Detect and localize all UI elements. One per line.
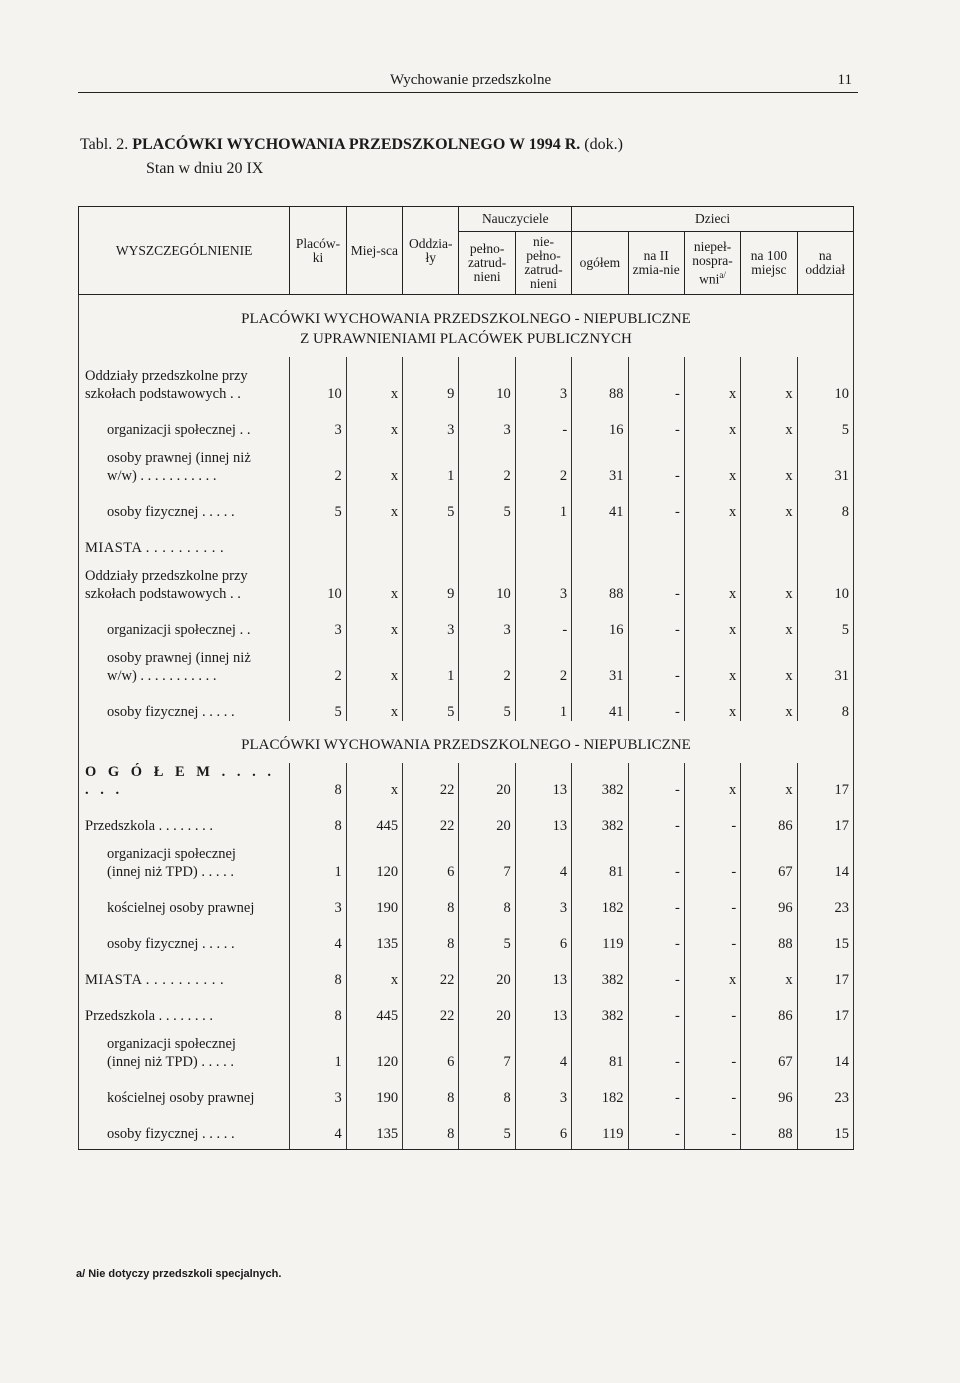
section-heading-line: PLACÓWKI WYCHOWANIA PRZEDSZKOLNEGO - NIEPUBLICZNE xyxy=(241,311,691,327)
row-label xyxy=(79,439,290,485)
table-cell: - xyxy=(628,485,684,521)
table-row xyxy=(79,639,854,685)
header-placowki: Placów-ki xyxy=(290,207,346,295)
table-row xyxy=(79,357,854,403)
row-label xyxy=(79,835,290,881)
row-label xyxy=(79,1107,290,1150)
table-cell: - xyxy=(628,403,684,439)
table-cell: 4 xyxy=(290,917,346,953)
table-cell: x xyxy=(741,403,797,439)
table-row xyxy=(79,881,854,917)
table-cell: - xyxy=(628,917,684,953)
table-cell: 4 xyxy=(290,1107,346,1150)
table-cell: 8 xyxy=(290,763,346,799)
header-niepelnozatrudnieni: nie-pełno-zatrud-nieni xyxy=(515,232,571,295)
table-cell: 23 xyxy=(797,881,853,917)
table-row xyxy=(79,1071,854,1107)
table-cell: x xyxy=(346,485,402,521)
table-cell: 5 xyxy=(459,917,515,953)
table-cell: 10 xyxy=(290,557,346,603)
row-label-line: szkołach podstawowych . . xyxy=(85,386,241,402)
table-cell: 6 xyxy=(403,835,459,881)
table-cell: 31 xyxy=(797,639,853,685)
row-label xyxy=(79,485,290,521)
table-cell: - xyxy=(684,1071,740,1107)
table-cell: 8 xyxy=(797,685,853,721)
table-cell: x xyxy=(346,639,402,685)
row-label xyxy=(79,799,290,835)
table-cell: 4 xyxy=(515,1025,571,1071)
row-label-line: Oddziały przedszkolne przy xyxy=(85,568,248,584)
table-cell: 8 xyxy=(290,953,346,989)
table-cell xyxy=(684,521,740,557)
section-heading-line: Z UPRAWNIENIAMI PLACÓWEK PUBLICZNYCH xyxy=(300,331,632,347)
table-cell: 22 xyxy=(403,989,459,1025)
table-cell: 135 xyxy=(346,1107,402,1150)
table-cell: 2 xyxy=(515,439,571,485)
header-oddzialy: Oddzia-ły xyxy=(403,207,459,295)
section-heading-line: PLACÓWKI WYCHOWANIA PRZEDSZKOLNEGO - NIEPUBLICZNE xyxy=(241,737,691,753)
row-label-line: osoby fizycznej . . . . . xyxy=(107,504,235,520)
table-cell: 8 xyxy=(290,989,346,1025)
table-cell: - xyxy=(684,1107,740,1150)
table-cell: 445 xyxy=(346,799,402,835)
header-miejsca: Miej-sca xyxy=(346,207,402,295)
table-cell: 9 xyxy=(403,557,459,603)
row-label xyxy=(79,881,290,917)
table-cell: 382 xyxy=(572,799,628,835)
row-label-line: organizacji społecznej xyxy=(107,1036,236,1052)
table-cell: 23 xyxy=(797,1071,853,1107)
row-label xyxy=(79,917,290,953)
table-cell: x xyxy=(346,685,402,721)
table-cell: 10 xyxy=(797,357,853,403)
table-continued: (dok.) xyxy=(580,136,623,153)
row-label-line: (innej niż TPD) . . . . . xyxy=(107,864,234,880)
table-row xyxy=(79,557,854,603)
table-cell: - xyxy=(628,763,684,799)
table-cell: 67 xyxy=(741,1025,797,1071)
table-cell: 3 xyxy=(459,403,515,439)
table-cell: 6 xyxy=(403,1025,459,1071)
table-cell: - xyxy=(684,917,740,953)
table-row xyxy=(79,835,854,881)
table-cell: 1 xyxy=(515,685,571,721)
table-cell: - xyxy=(628,835,684,881)
table-cell: x xyxy=(741,485,797,521)
row-label xyxy=(79,357,290,403)
table-row xyxy=(79,485,854,521)
table-cell: 5 xyxy=(459,1107,515,1150)
row-label-line: organizacji społecznej . . xyxy=(107,422,251,438)
header-stub: WYSZCZEGÓLNIENIE xyxy=(79,207,290,295)
table-cell: 20 xyxy=(459,953,515,989)
row-label-line: (innej niż TPD) . . . . . xyxy=(107,1054,234,1070)
table-cell: 96 xyxy=(741,881,797,917)
table-cell: x xyxy=(684,357,740,403)
table-row xyxy=(79,763,854,799)
table-cell: 10 xyxy=(459,557,515,603)
table-cell: 8 xyxy=(797,485,853,521)
table-cell: 1 xyxy=(515,485,571,521)
table-cell: 1 xyxy=(290,835,346,881)
table-number: Tabl. 2. xyxy=(80,136,133,153)
table-cell: 5 xyxy=(403,485,459,521)
table-row xyxy=(79,521,854,557)
table-cell: - xyxy=(628,953,684,989)
table-cell xyxy=(290,521,346,557)
table-cell: 14 xyxy=(797,835,853,881)
row-label xyxy=(79,403,290,439)
table-cell: - xyxy=(684,799,740,835)
table-cell: 81 xyxy=(572,835,628,881)
table-cell: 382 xyxy=(572,989,628,1025)
table-cell: 3 xyxy=(515,557,571,603)
row-label-line: MIASTA . . . . . . . . . . xyxy=(85,540,225,556)
table-cell: x xyxy=(346,403,402,439)
table-cell: 3 xyxy=(290,603,346,639)
table-cell xyxy=(797,521,853,557)
table-cell: 96 xyxy=(741,1071,797,1107)
table-cell: x xyxy=(684,557,740,603)
table-cell: - xyxy=(628,1071,684,1107)
table-cell: 3 xyxy=(459,603,515,639)
table-cell: - xyxy=(628,685,684,721)
table-cell: 2 xyxy=(515,639,571,685)
table-cell: 17 xyxy=(797,953,853,989)
table-cell: 14 xyxy=(797,1025,853,1071)
table-row xyxy=(79,799,854,835)
table-cell: - xyxy=(628,799,684,835)
table-cell xyxy=(572,521,628,557)
table-cell: 5 xyxy=(797,403,853,439)
row-label xyxy=(79,557,290,603)
section-heading-row xyxy=(79,295,854,358)
table-cell: 182 xyxy=(572,881,628,917)
table-cell: 445 xyxy=(346,989,402,1025)
table-cell: 2 xyxy=(290,439,346,485)
table-cell: 20 xyxy=(459,763,515,799)
table-cell: 17 xyxy=(797,763,853,799)
header-na-100-miejsc: na 100 miejsc xyxy=(741,232,797,295)
table-cell: 3 xyxy=(515,881,571,917)
table-cell: 88 xyxy=(741,1107,797,1150)
header-na-oddzial: na oddział xyxy=(797,232,853,295)
table-cell xyxy=(515,521,571,557)
table-cell: 8 xyxy=(403,881,459,917)
table-cell: 20 xyxy=(459,799,515,835)
table-cell: 6 xyxy=(515,1107,571,1150)
row-label xyxy=(79,1071,290,1107)
table-cell: 16 xyxy=(572,603,628,639)
table-cell: 8 xyxy=(403,1107,459,1150)
table-cell: 382 xyxy=(572,953,628,989)
table-cell: 3 xyxy=(403,603,459,639)
table-row xyxy=(79,685,854,721)
table-cell: x xyxy=(741,357,797,403)
table-cell: 22 xyxy=(403,953,459,989)
row-label xyxy=(79,521,290,557)
table-cell: 8 xyxy=(403,917,459,953)
table-cell: 7 xyxy=(459,835,515,881)
table-cell: x xyxy=(346,603,402,639)
table-cell: - xyxy=(628,989,684,1025)
section-heading-row xyxy=(79,721,854,763)
table-cell: x xyxy=(684,763,740,799)
table-cell: x xyxy=(741,603,797,639)
table-cell: 135 xyxy=(346,917,402,953)
table-cell: x xyxy=(741,557,797,603)
section-heading xyxy=(79,295,854,358)
table-cell: 88 xyxy=(572,357,628,403)
row-label xyxy=(79,603,290,639)
table-cell: 190 xyxy=(346,1071,402,1107)
row-label xyxy=(79,1025,290,1071)
table-row xyxy=(79,989,854,1025)
table-cell: x xyxy=(684,485,740,521)
table-cell: - xyxy=(628,439,684,485)
table-cell xyxy=(346,521,402,557)
table-cell: x xyxy=(684,639,740,685)
table-cell: x xyxy=(741,685,797,721)
row-label-line: w/w) . . . . . . . . . . . xyxy=(107,668,217,684)
row-label-line: w/w) . . . . . . . . . . . xyxy=(107,468,217,484)
table-cell: 15 xyxy=(797,917,853,953)
table-cell: 81 xyxy=(572,1025,628,1071)
table-cell: - xyxy=(515,403,571,439)
table-cell: 190 xyxy=(346,881,402,917)
table-cell: 1 xyxy=(290,1025,346,1071)
row-label-line: szkołach podstawowych . . xyxy=(85,586,241,602)
table-body xyxy=(79,295,854,1150)
table-cell: 88 xyxy=(741,917,797,953)
header-pelnozatrudnieni: pełno-zatrud-nieni xyxy=(459,232,515,295)
footnote-marker: a/ xyxy=(719,269,726,280)
table-cell: 2 xyxy=(290,639,346,685)
table-cell: 3 xyxy=(290,1071,346,1107)
table-cell: - xyxy=(628,357,684,403)
table-cell: 5 xyxy=(290,685,346,721)
row-label xyxy=(79,989,290,1025)
table-cell: 10 xyxy=(290,357,346,403)
table-row xyxy=(79,403,854,439)
table-cell: - xyxy=(684,881,740,917)
row-label-line: Przedszkola . . . . . . . . xyxy=(85,1008,214,1024)
table-cell: - xyxy=(628,1107,684,1150)
table-cell: 3 xyxy=(290,403,346,439)
table-cell: 3 xyxy=(515,357,571,403)
table-row xyxy=(79,439,854,485)
table-cell: 5 xyxy=(459,485,515,521)
table-cell xyxy=(741,521,797,557)
table-cell: 86 xyxy=(741,799,797,835)
header-group-dzieci: Dzieci xyxy=(572,207,854,232)
table-cell: 6 xyxy=(515,917,571,953)
table-cell: x xyxy=(346,953,402,989)
table-cell: 5 xyxy=(403,685,459,721)
table-row xyxy=(79,1107,854,1150)
row-label-line: kościelnej osoby prawnej xyxy=(107,1090,255,1106)
section-heading xyxy=(79,721,854,763)
table-cell: - xyxy=(515,603,571,639)
table-cell: 120 xyxy=(346,835,402,881)
table-cell: 41 xyxy=(572,485,628,521)
row-label-line: Przedszkola . . . . . . . . xyxy=(85,818,214,834)
row-label xyxy=(79,763,290,799)
table-cell: 8 xyxy=(290,799,346,835)
row-label-line: MIASTA . . . . . . . . . . xyxy=(85,972,225,988)
table-cell xyxy=(628,521,684,557)
header-niepelnosprawni: niepeł-nospra-wni$^{a/}$ xyxy=(684,232,740,295)
table-cell: x xyxy=(346,357,402,403)
table-cell: 3 xyxy=(515,1071,571,1107)
table-cell: - xyxy=(684,835,740,881)
table-cell: 88 xyxy=(572,557,628,603)
table-cell xyxy=(403,521,459,557)
row-label-line: osoby prawnej (innej niż xyxy=(107,650,251,666)
table-cell: x xyxy=(346,763,402,799)
statistics-table xyxy=(78,206,854,1150)
table-cell: 1 xyxy=(403,639,459,685)
row-label-line: O G Ó Ł E M . . . . . . . xyxy=(85,764,275,798)
table-cell: 119 xyxy=(572,917,628,953)
table-cell: 119 xyxy=(572,1107,628,1150)
table-cell: 41 xyxy=(572,685,628,721)
table-cell: 16 xyxy=(572,403,628,439)
table-row xyxy=(79,1025,854,1071)
table-cell: x xyxy=(684,953,740,989)
table-cell: 10 xyxy=(459,357,515,403)
table-cell: 4 xyxy=(515,835,571,881)
table-cell: 17 xyxy=(797,799,853,835)
table-cell: 10 xyxy=(797,557,853,603)
table-cell: 120 xyxy=(346,1025,402,1071)
table-cell: 5 xyxy=(290,485,346,521)
table-cell: x xyxy=(741,639,797,685)
table-cell: 182 xyxy=(572,1071,628,1107)
table-cell: - xyxy=(628,1025,684,1071)
table-cell: 15 xyxy=(797,1107,853,1150)
table-row xyxy=(79,603,854,639)
table-cell: 13 xyxy=(515,989,571,1025)
table-cell: - xyxy=(684,1025,740,1071)
table-heading: PLACÓWKI WYCHOWANIA PRZEDSZKOLNEGO W 1994 R. xyxy=(132,136,581,153)
row-label-line: osoby fizycznej . . . . . xyxy=(107,1126,235,1142)
table-cell: x xyxy=(684,685,740,721)
table-cell: 7 xyxy=(459,1025,515,1071)
table-cell: 22 xyxy=(403,799,459,835)
table-cell: x xyxy=(346,557,402,603)
table-cell: 20 xyxy=(459,989,515,1025)
table-cell: 17 xyxy=(797,989,853,1025)
table-cell: x xyxy=(684,603,740,639)
table-title xyxy=(80,133,623,181)
header-ogolem: ogółem xyxy=(572,232,628,295)
table-cell: - xyxy=(628,881,684,917)
table-cell: x xyxy=(741,953,797,989)
row-label-line: osoby prawnej (innej niż xyxy=(107,450,251,466)
row-label xyxy=(79,953,290,989)
table-cell: 8 xyxy=(459,1071,515,1107)
table-row xyxy=(79,917,854,953)
table-cell: x xyxy=(741,439,797,485)
table-cell: 13 xyxy=(515,799,571,835)
table-cell: - xyxy=(628,557,684,603)
table-date: Stan w dniu 20 IX xyxy=(146,160,264,177)
table-cell: - xyxy=(628,639,684,685)
table-row xyxy=(79,953,854,989)
table-cell: 31 xyxy=(797,439,853,485)
table-cell: 8 xyxy=(459,881,515,917)
running-head xyxy=(78,70,858,93)
table-cell: 86 xyxy=(741,989,797,1025)
table-cell: x xyxy=(741,763,797,799)
row-label-line: Oddziały przedszkolne przy xyxy=(85,368,248,384)
table-cell: x xyxy=(346,439,402,485)
row-label xyxy=(79,639,290,685)
table-cell: 13 xyxy=(515,763,571,799)
table-cell: - xyxy=(628,603,684,639)
table-cell: 31 xyxy=(572,639,628,685)
table-cell xyxy=(459,521,515,557)
table-cell: 1 xyxy=(403,439,459,485)
table-cell: 382 xyxy=(572,763,628,799)
table-cell: 13 xyxy=(515,953,571,989)
running-head-title: Wychowanie przedszkolne xyxy=(390,72,552,88)
table-cell: x xyxy=(684,403,740,439)
table-cell: 22 xyxy=(403,763,459,799)
table-cell: x xyxy=(684,439,740,485)
table-cell: 5 xyxy=(459,685,515,721)
row-label-line: organizacji społecznej . . xyxy=(107,622,251,638)
table-cell: 2 xyxy=(459,439,515,485)
footnote: a/ Nie dotyczy przedszkoli specjalnych. xyxy=(76,1268,282,1280)
row-label-line: osoby fizycznej . . . . . xyxy=(107,936,235,952)
table-cell: 3 xyxy=(403,403,459,439)
row-label xyxy=(79,685,290,721)
table-cell: 67 xyxy=(741,835,797,881)
row-label-line: osoby fizycznej . . . . . xyxy=(107,704,235,720)
row-label-line: organizacji społecznej xyxy=(107,846,236,862)
header-na-ii-zmianie: na II zmia-nie xyxy=(628,232,684,295)
table-cell: 31 xyxy=(572,439,628,485)
table-cell: 9 xyxy=(403,357,459,403)
table-cell: 8 xyxy=(403,1071,459,1107)
table-cell: 3 xyxy=(290,881,346,917)
table-cell: 2 xyxy=(459,639,515,685)
table-cell: - xyxy=(684,989,740,1025)
row-label-line: kościelnej osoby prawnej xyxy=(107,900,255,916)
header-group-nauczyciele: Nauczyciele xyxy=(459,207,572,232)
table-cell: 5 xyxy=(797,603,853,639)
page-number: 11 xyxy=(837,72,852,88)
